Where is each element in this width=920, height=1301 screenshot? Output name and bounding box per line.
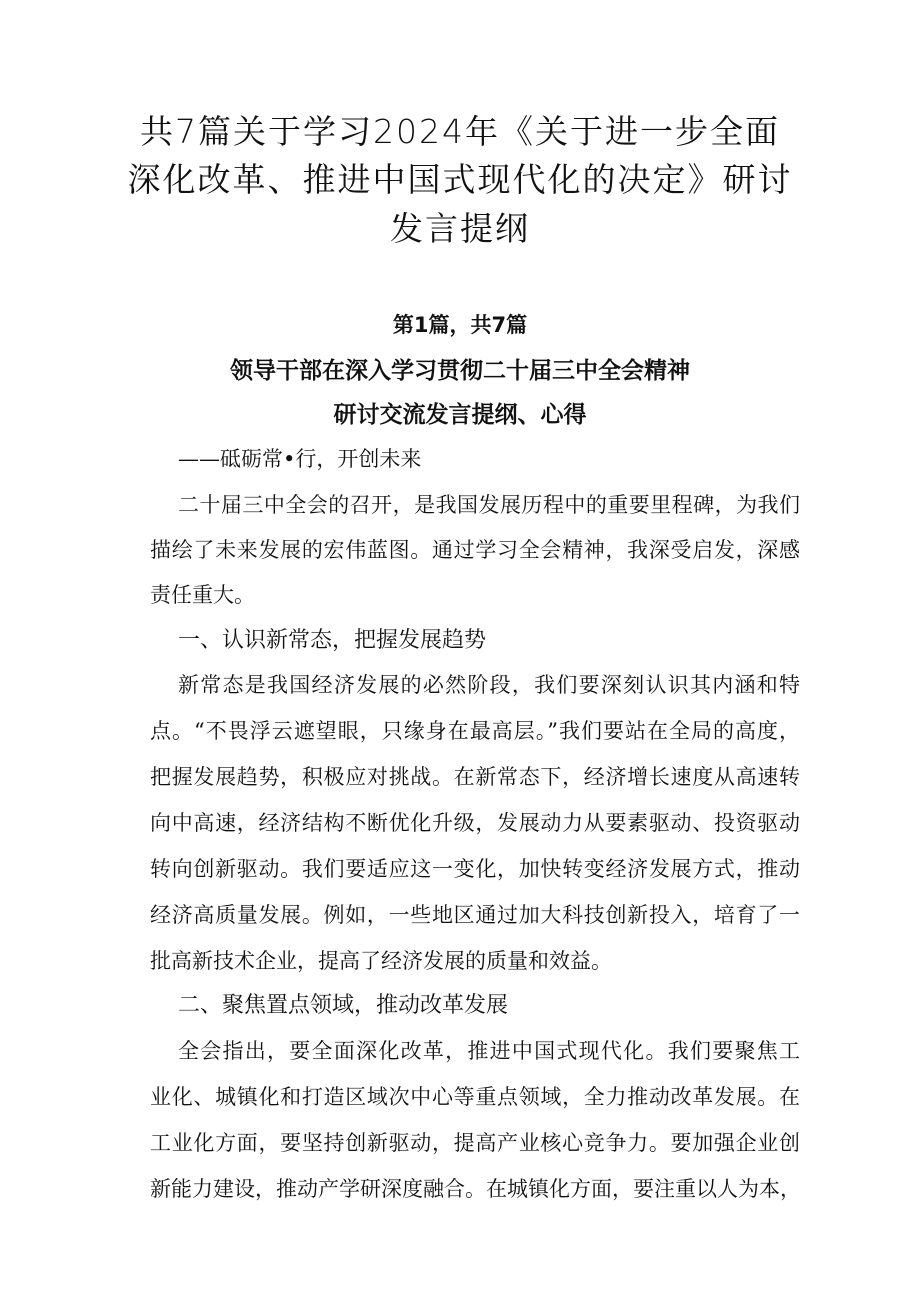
section-1-paragraph-line: 新常态是我国经济发展的必然阶段，我们要深刻认识其内涵和特	[178, 673, 800, 697]
document-title-line-3: 发言提纲	[390, 209, 530, 248]
article-heading-line-2: 研讨交流发言提纲、心得	[333, 402, 587, 428]
section-2-paragraph-line: 业化、城镇化和打造区域次中心等重点领域，全力推动改革发展。在	[150, 1085, 800, 1109]
section-2-paragraph-line: 全会指出，要全面深化改革，推进中国式现代化。我们要聚焦工	[178, 1039, 800, 1063]
section-1-heading: 一、认识新常态，把握发展趋势	[178, 628, 487, 653]
section-1-paragraph-line: 向中高速，经济结构不断优化升级，发展动力从要素驱动、投资驱动	[150, 811, 800, 835]
intro-paragraph-line: 责任重大。	[150, 583, 255, 607]
section-1-paragraph-line: 把握发展趋势，积极应对挑战。在新常态下，经济增长速度从高速转	[150, 765, 800, 789]
article-heading-line-1: 领导干部在深入学习贯彻二十届三中全会精神	[230, 358, 690, 384]
section-1-paragraph-line: 经济高质量发展。例如，一些地区通过加大科技创新投入，培育了一	[150, 903, 800, 927]
section-1-paragraph-line: 批高新技术企业，提高了经济发展的质量和效益。	[150, 949, 612, 973]
article-tagline: ——砥砺常•行，开创未来	[178, 447, 422, 471]
section-1-paragraph-line: 点。“不畏浮云遮望眼，只缘身在最高层。”我们要站在全局的高度，	[150, 719, 800, 743]
part-label: 第1篇，共7篇	[392, 313, 528, 337]
intro-paragraph-line: 二十届三中全会的召开，是我国发展历程中的重要里程碑，为我们	[178, 493, 800, 517]
section-2-heading: 二、聚焦置点领域，推动改革发展	[178, 993, 509, 1018]
section-2-paragraph-line: 工业化方面，要坚持创新驱动，提高产业核心竞争力。要加强企业创	[150, 1131, 800, 1155]
section-2-paragraph-line: 新能力建设，推动产学研深度融合。在城镇化方面，要注重以人为本，	[150, 1177, 801, 1201]
document-title-line-1: 共7篇关于学习2024年《关于进一步全面	[140, 112, 780, 151]
section-1-paragraph-line: 转向创新驱动。我们要适应这一变化，加快转变经济发展方式，推动	[150, 857, 800, 881]
document-title-line-2: 深化改革、推进中国式现代化的决定》研讨	[127, 160, 793, 199]
intro-paragraph-line: 描绘了未来发展的宏伟蓝图。通过学习全会精神，我深受启发，深感	[150, 538, 800, 562]
